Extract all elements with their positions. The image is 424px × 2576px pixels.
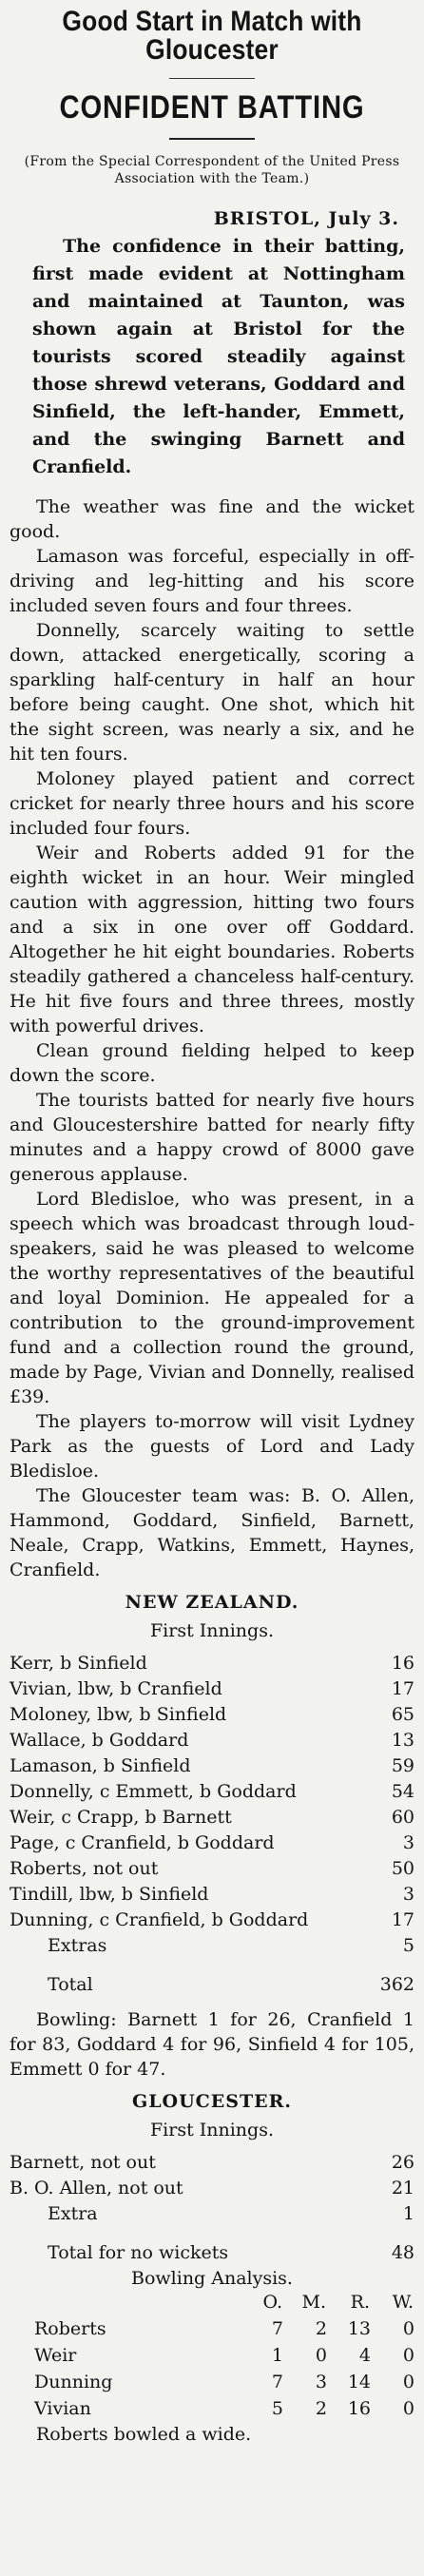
table-row (10, 1933, 414, 1959)
paragraph: Weir and Roberts added 91 for the eighth wicket in an hour. Weir mingled caution with aggression, hitting two fours and a six in one over off Goddard. Altogether he hit eight boundaries. Roberts steadily gathered a chanceless half-century. He hit five fours and three threes, mostly with powerful drives. (10, 843, 414, 1036)
table-row (10, 1908, 414, 1933)
divider (169, 138, 255, 140)
nz-batting-table (10, 1651, 414, 1998)
paragraph: The tourists batted for nearly five hours and Gloucestershire batted for nearly fifty minutes and a happy crowd of 8000 gave generous applause. (10, 1090, 414, 1185)
runs: 5 (402, 1935, 414, 1956)
wickets: 0 (402, 2398, 414, 2419)
batsman: Donnelly, c Emmett, b Goddard (10, 1781, 297, 1802)
overs: 7 (271, 2372, 283, 2392)
table-row (10, 2369, 414, 2395)
total-label: Total for no wickets (48, 2242, 229, 2263)
bowler: Roberts (34, 2318, 106, 2339)
runs: 13 (391, 1730, 414, 1751)
runs: 3 (402, 1884, 414, 1905)
bowling-note (10, 2422, 414, 2447)
divider (169, 78, 255, 79)
wickets: 0 (402, 2372, 414, 2392)
paragraph: Moloney played patient and correct cricket for nearly three hours and his score included four fours. (10, 768, 414, 839)
batsman: Moloney, lbw, b Sinfield (10, 1704, 227, 1725)
paragraph: Donnelly, scarcely waiting to settle down, attacked energetically, scoring a sparkling half-century in half an hour before being caught. One shot, which hit the sight screen, was nearly a six, and he hit ten fours. (10, 620, 414, 765)
dateline: BRISTOL, July 3. (213, 208, 399, 229)
paragraph: The weather was fine and the wicket good. (10, 496, 414, 542)
header-blank (10, 2289, 240, 2315)
nz-section-title: NEW ZEALAND. (125, 1592, 299, 1613)
batsman: Lamason, b Sinfield (10, 1755, 191, 1776)
table-row (10, 1882, 414, 1908)
article-body (10, 494, 414, 1582)
extras-label: Extras (48, 1935, 107, 1956)
batsman: Tindill, lbw, b Sinfield (10, 1884, 209, 1905)
runs: 65 (391, 1704, 414, 1725)
runs: 26 (391, 2152, 414, 2173)
table-row (10, 1753, 414, 1779)
total-runs: 362 (379, 1974, 414, 1995)
bowling-note-text: Roberts bowled a wide. (36, 2424, 252, 2445)
table-row (10, 1830, 414, 1856)
runs: 59 (391, 1755, 414, 1776)
wickets: 0 (402, 2345, 414, 2366)
wickets: 0 (402, 2318, 414, 2339)
maidens: 3 (315, 2372, 327, 2392)
runs: 60 (391, 1807, 414, 1828)
paragraph: The Gloucester team was: B. O. Allen, Hammond, Goddard, Sinfield, Barnett, Neale, Crapp, Watkins, Emmett, Haynes, Cranfield. (10, 1485, 414, 1580)
table-row (10, 1856, 414, 1882)
glos-section-title: GLOUCESTER. (131, 2091, 293, 2112)
batsman: B. O. Allen, not out (10, 2178, 183, 2198)
table-row (10, 1779, 414, 1805)
runs: 14 (347, 2372, 371, 2392)
table-row (10, 2201, 414, 2227)
header-runs: R. (350, 2292, 370, 2313)
runs: 4 (358, 2345, 371, 2366)
bowler: Weir (34, 2345, 77, 2366)
overs: 5 (271, 2398, 283, 2419)
runs: 50 (391, 1858, 414, 1879)
batsman: Vivian, lbw, b Cranfield (10, 1678, 222, 1699)
paragraph: Lord Bledisloe, who was present, in a speech which was broadcast through loud-speakers, said he was pleased to welcome the worthy representatives of the beautiful and loyal Dominion. He appealed for a contribution to the ground-improvement fund and a collection round the ground, made by Page, Vivian and Donnelly, realised £39. (10, 1189, 414, 1407)
extras-label: Extra (48, 2203, 98, 2224)
subheadline: CONFIDENT BATTING (59, 89, 365, 126)
glos-batting-table (10, 2150, 414, 2266)
header-wickets: W. (392, 2292, 414, 2313)
batsman: Page, c Cranfield, b Goddard (10, 1832, 275, 1853)
header-maidens: M. (301, 2292, 326, 2313)
correspondent-credit: (From the Special Correspondent of the United Press Association with the Team.) (24, 154, 400, 186)
runs: 54 (391, 1781, 414, 1802)
batsman: Roberts, not out (10, 1858, 159, 1879)
paragraph: The players to-morrow will visit Lydney Park as the guests of Lord and Lady Bledisloe. (10, 1411, 414, 1482)
headline: Good Start in Match with Gloucester (62, 6, 362, 66)
lead-paragraph: The confidence in their batting, first made evident at Nottingham and maintained at Taunton, was shown again at Bristol for the tourists scored steadily against those shrewd veterans, Goddard and Sinfield, the left-hander, Emmett, and the swinging Barnett and Cranfield. (32, 236, 405, 477)
bowler: Dunning (34, 2372, 113, 2392)
batsman: Kerr, b Sinfield (10, 1653, 147, 1674)
maidens: 0 (315, 2345, 327, 2366)
table-row (10, 2176, 414, 2201)
runs: 1 (402, 2203, 414, 2224)
glos-innings-label: First Innings. (149, 2120, 274, 2140)
table-row (10, 1676, 414, 1702)
bowler: Vivian (34, 2398, 91, 2419)
batsman: Dunning, c Cranfield, b Goddard (10, 1909, 309, 1930)
batsman: Barnett, not out (10, 2152, 156, 2173)
runs: 17 (391, 1678, 414, 1699)
runs: 3 (402, 1832, 414, 1853)
batsman: Wallace, b Goddard (10, 1730, 189, 1751)
header-overs: O. (262, 2292, 282, 2313)
total-row (10, 1959, 414, 1998)
table-row (10, 2395, 414, 2422)
runs: 21 (391, 2178, 414, 2198)
paragraph: Clean ground fielding helped to keep down the score. (10, 1040, 414, 1086)
batsman: Weir, c Crapp, b Barnett (10, 1807, 232, 1828)
overs: 1 (271, 2345, 283, 2366)
total-label: Total (48, 1974, 93, 1995)
paragraph: Lamason was forceful, especially in off-driving and leg-hitting and his score included seven fours and four threes. (10, 546, 414, 616)
nz-innings-label: First Innings. (149, 1620, 274, 1641)
bowling-analysis-title: Bowling Analysis. (131, 2268, 293, 2289)
runs: 16 (391, 1653, 414, 1674)
maidens: 2 (315, 2318, 327, 2339)
table-row (10, 1728, 414, 1753)
table-row (10, 2150, 414, 2176)
runs: 13 (347, 2318, 371, 2339)
overs: 7 (271, 2318, 283, 2339)
table-header-row (10, 2289, 414, 2315)
total-row (10, 2227, 414, 2266)
runs: 17 (391, 1909, 414, 1930)
bowling-analysis-table (10, 2289, 414, 2422)
table-row (10, 1805, 414, 1830)
bowling-summary (10, 2007, 414, 2082)
total-runs: 48 (391, 2242, 414, 2263)
bowling-summary-text: Bowling: Barnett 1 for 26, Cranfield 1 for 83, Goddard 4 for 96, Sinfield 4 for 105, Emmett 0 for 47. (10, 2009, 414, 2080)
table-row (10, 1702, 414, 1728)
runs: 16 (347, 2398, 371, 2419)
table-row (10, 2342, 414, 2369)
table-row (10, 1651, 414, 1676)
maidens: 2 (315, 2398, 327, 2419)
table-row (10, 2315, 414, 2342)
